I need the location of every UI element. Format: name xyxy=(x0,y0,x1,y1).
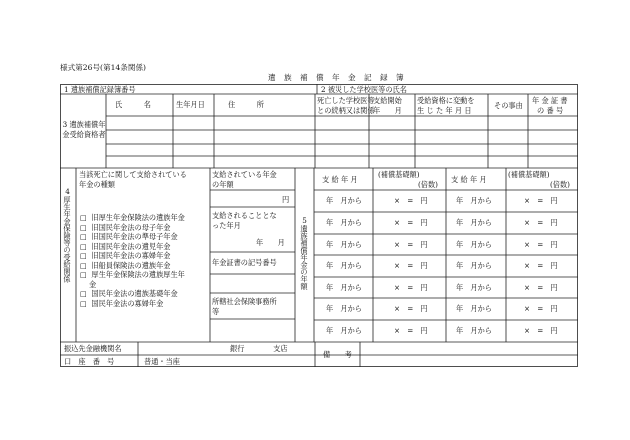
account-number-label: 口 座 番 号 xyxy=(64,357,115,366)
row-calc: × = 円 xyxy=(394,326,428,335)
list-item: □ 旧国民年金法の母子年金 xyxy=(80,222,171,232)
checkbox[interactable]: □ xyxy=(80,298,87,308)
row-from: 年 月から xyxy=(456,240,492,249)
row-from: 年 月から xyxy=(326,261,362,270)
pension-type-list xyxy=(80,214,210,309)
checkbox[interactable]: □ xyxy=(80,222,87,232)
row-from: 年 月から xyxy=(456,261,492,270)
row-from: 年 月から xyxy=(326,196,362,205)
document-title: 遺 族 補 償 年 金 記 録 簿 xyxy=(268,73,407,82)
row-from: 年 月から xyxy=(456,218,492,227)
bank-branch-suffix: 銀行 支店 xyxy=(230,344,288,353)
pension-relation-label: 4厚生年金保険等の受給関係 xyxy=(63,187,72,283)
amount-header: 支給されている年金 xyxy=(212,170,277,179)
col-multiple-2: (倍数) xyxy=(550,180,570,189)
end-year-month: 年 月 xyxy=(256,238,285,247)
amount-header-2: の年額 xyxy=(212,180,234,189)
row-calc: × = 円 xyxy=(394,196,428,205)
row-calc: × = 円 xyxy=(524,240,558,249)
list-item: □ 旧国民年金法の準母子年金 xyxy=(80,232,178,241)
row-calc: × = 円 xyxy=(394,218,428,227)
checkbox[interactable]: □ xyxy=(80,232,87,241)
row-calc: × = 円 xyxy=(524,218,558,227)
row-calc: × = 円 xyxy=(524,283,558,292)
row-from: 年 月から xyxy=(326,283,362,292)
remarks-label: 備 考 xyxy=(323,350,352,359)
col-multiple-1: (倍数) xyxy=(418,180,438,189)
pension-record-form xyxy=(60,84,578,367)
list-item-wrap: 金 xyxy=(89,279,97,289)
col-relation-2: との続柄又は関係 xyxy=(317,106,375,115)
col-relation: 死亡した学校医等 xyxy=(317,96,375,105)
row-calc: × = 円 xyxy=(394,283,428,292)
list-item: □ 旧厚生年金保険法の遺族年金 xyxy=(80,213,185,222)
row-calc: × = 円 xyxy=(524,326,558,335)
col-name: 氏 名 xyxy=(115,100,151,109)
bank-name-label: 振込先金融機関名 xyxy=(64,344,122,353)
row-calc: × = 円 xyxy=(524,196,558,205)
row-from: 年 月から xyxy=(456,196,492,205)
list-item: □ 旧船員保険法の遺族年金 xyxy=(80,260,171,270)
col-change: 受給資格に変動を xyxy=(417,96,475,105)
row-calc: × = 円 xyxy=(394,304,428,313)
col-change-2: 生 じ た 年 月 日 xyxy=(417,106,472,115)
col-reason: その事由 xyxy=(494,101,523,110)
row-from: 年 月から xyxy=(326,326,362,335)
list-item: □ 旧国民年金法の寡婦年金 xyxy=(80,251,171,260)
recipients-label: 3 遺族補償年金受給資格者 xyxy=(62,120,106,139)
end-header: 支給されることとな xyxy=(212,211,277,220)
yen-unit: 円 xyxy=(282,195,290,204)
annual-amount-label: 5遺族補償年金の年額 xyxy=(300,216,309,290)
office-label-2: 等 xyxy=(212,307,220,316)
checkbox[interactable]: □ xyxy=(80,241,87,251)
deceased-name-label: 2 被災した学校医等の氏名 xyxy=(321,85,407,94)
list-item: □ 旧国民年金法の遺児年金 xyxy=(80,241,171,251)
col-base-2: (補償基礎額) xyxy=(508,170,550,179)
list-item: □ 厚生年金保険法の遺族厚生年 xyxy=(80,270,185,279)
col-start: 支給開始 xyxy=(373,96,402,105)
form-number: 様式第26号(第14条関係) xyxy=(60,63,146,72)
type-header-2: 年金の種類 xyxy=(79,180,115,189)
record-number-label: 1 遺族補償記録簿番号 xyxy=(64,85,136,94)
cert-number-label: 年金証書の記号番号 xyxy=(212,258,277,267)
col-pay-month-1: 支 給 年 月 xyxy=(322,175,358,184)
row-calc: × = 円 xyxy=(394,261,428,270)
col-base-1: (補償基礎額) xyxy=(378,170,420,179)
row-from: 年 月から xyxy=(456,326,492,335)
row-calc: × = 円 xyxy=(394,240,428,249)
checkbox[interactable]: □ xyxy=(80,251,87,260)
checkbox[interactable]: □ xyxy=(80,289,87,298)
checkbox[interactable]: □ xyxy=(80,270,87,279)
end-header-2: った年月 xyxy=(212,221,241,230)
col-dob: 生年月日 xyxy=(176,100,205,109)
type-header: 当該死亡に関して支給されている xyxy=(79,170,187,179)
list-item: □ 国民年金法の寡婦年金 xyxy=(80,298,164,308)
account-type: 普通・当座 xyxy=(144,357,180,366)
row-from: 年 月から xyxy=(326,218,362,227)
col-cert-2: の 番 号 xyxy=(537,106,564,115)
col-start-2: 年 月 xyxy=(373,106,402,115)
row-from: 年 月から xyxy=(456,283,492,292)
row-calc: × = 円 xyxy=(524,304,558,313)
office-label: 所轄社会保険事務所 xyxy=(212,297,277,306)
checkbox[interactable]: □ xyxy=(80,213,87,222)
col-pay-month-2: 支 給 年 月 xyxy=(451,175,487,184)
row-from: 年 月から xyxy=(456,304,492,313)
col-address: 住 所 xyxy=(228,100,264,109)
row-from: 年 月から xyxy=(326,240,362,249)
row-calc: × = 円 xyxy=(524,261,558,270)
row-from: 年 月から xyxy=(326,304,362,313)
col-cert: 年 金 証 書 xyxy=(532,96,568,105)
list-item: □ 国民年金法の遺族基礎年金 xyxy=(80,289,178,298)
checkbox[interactable]: □ xyxy=(80,260,87,270)
